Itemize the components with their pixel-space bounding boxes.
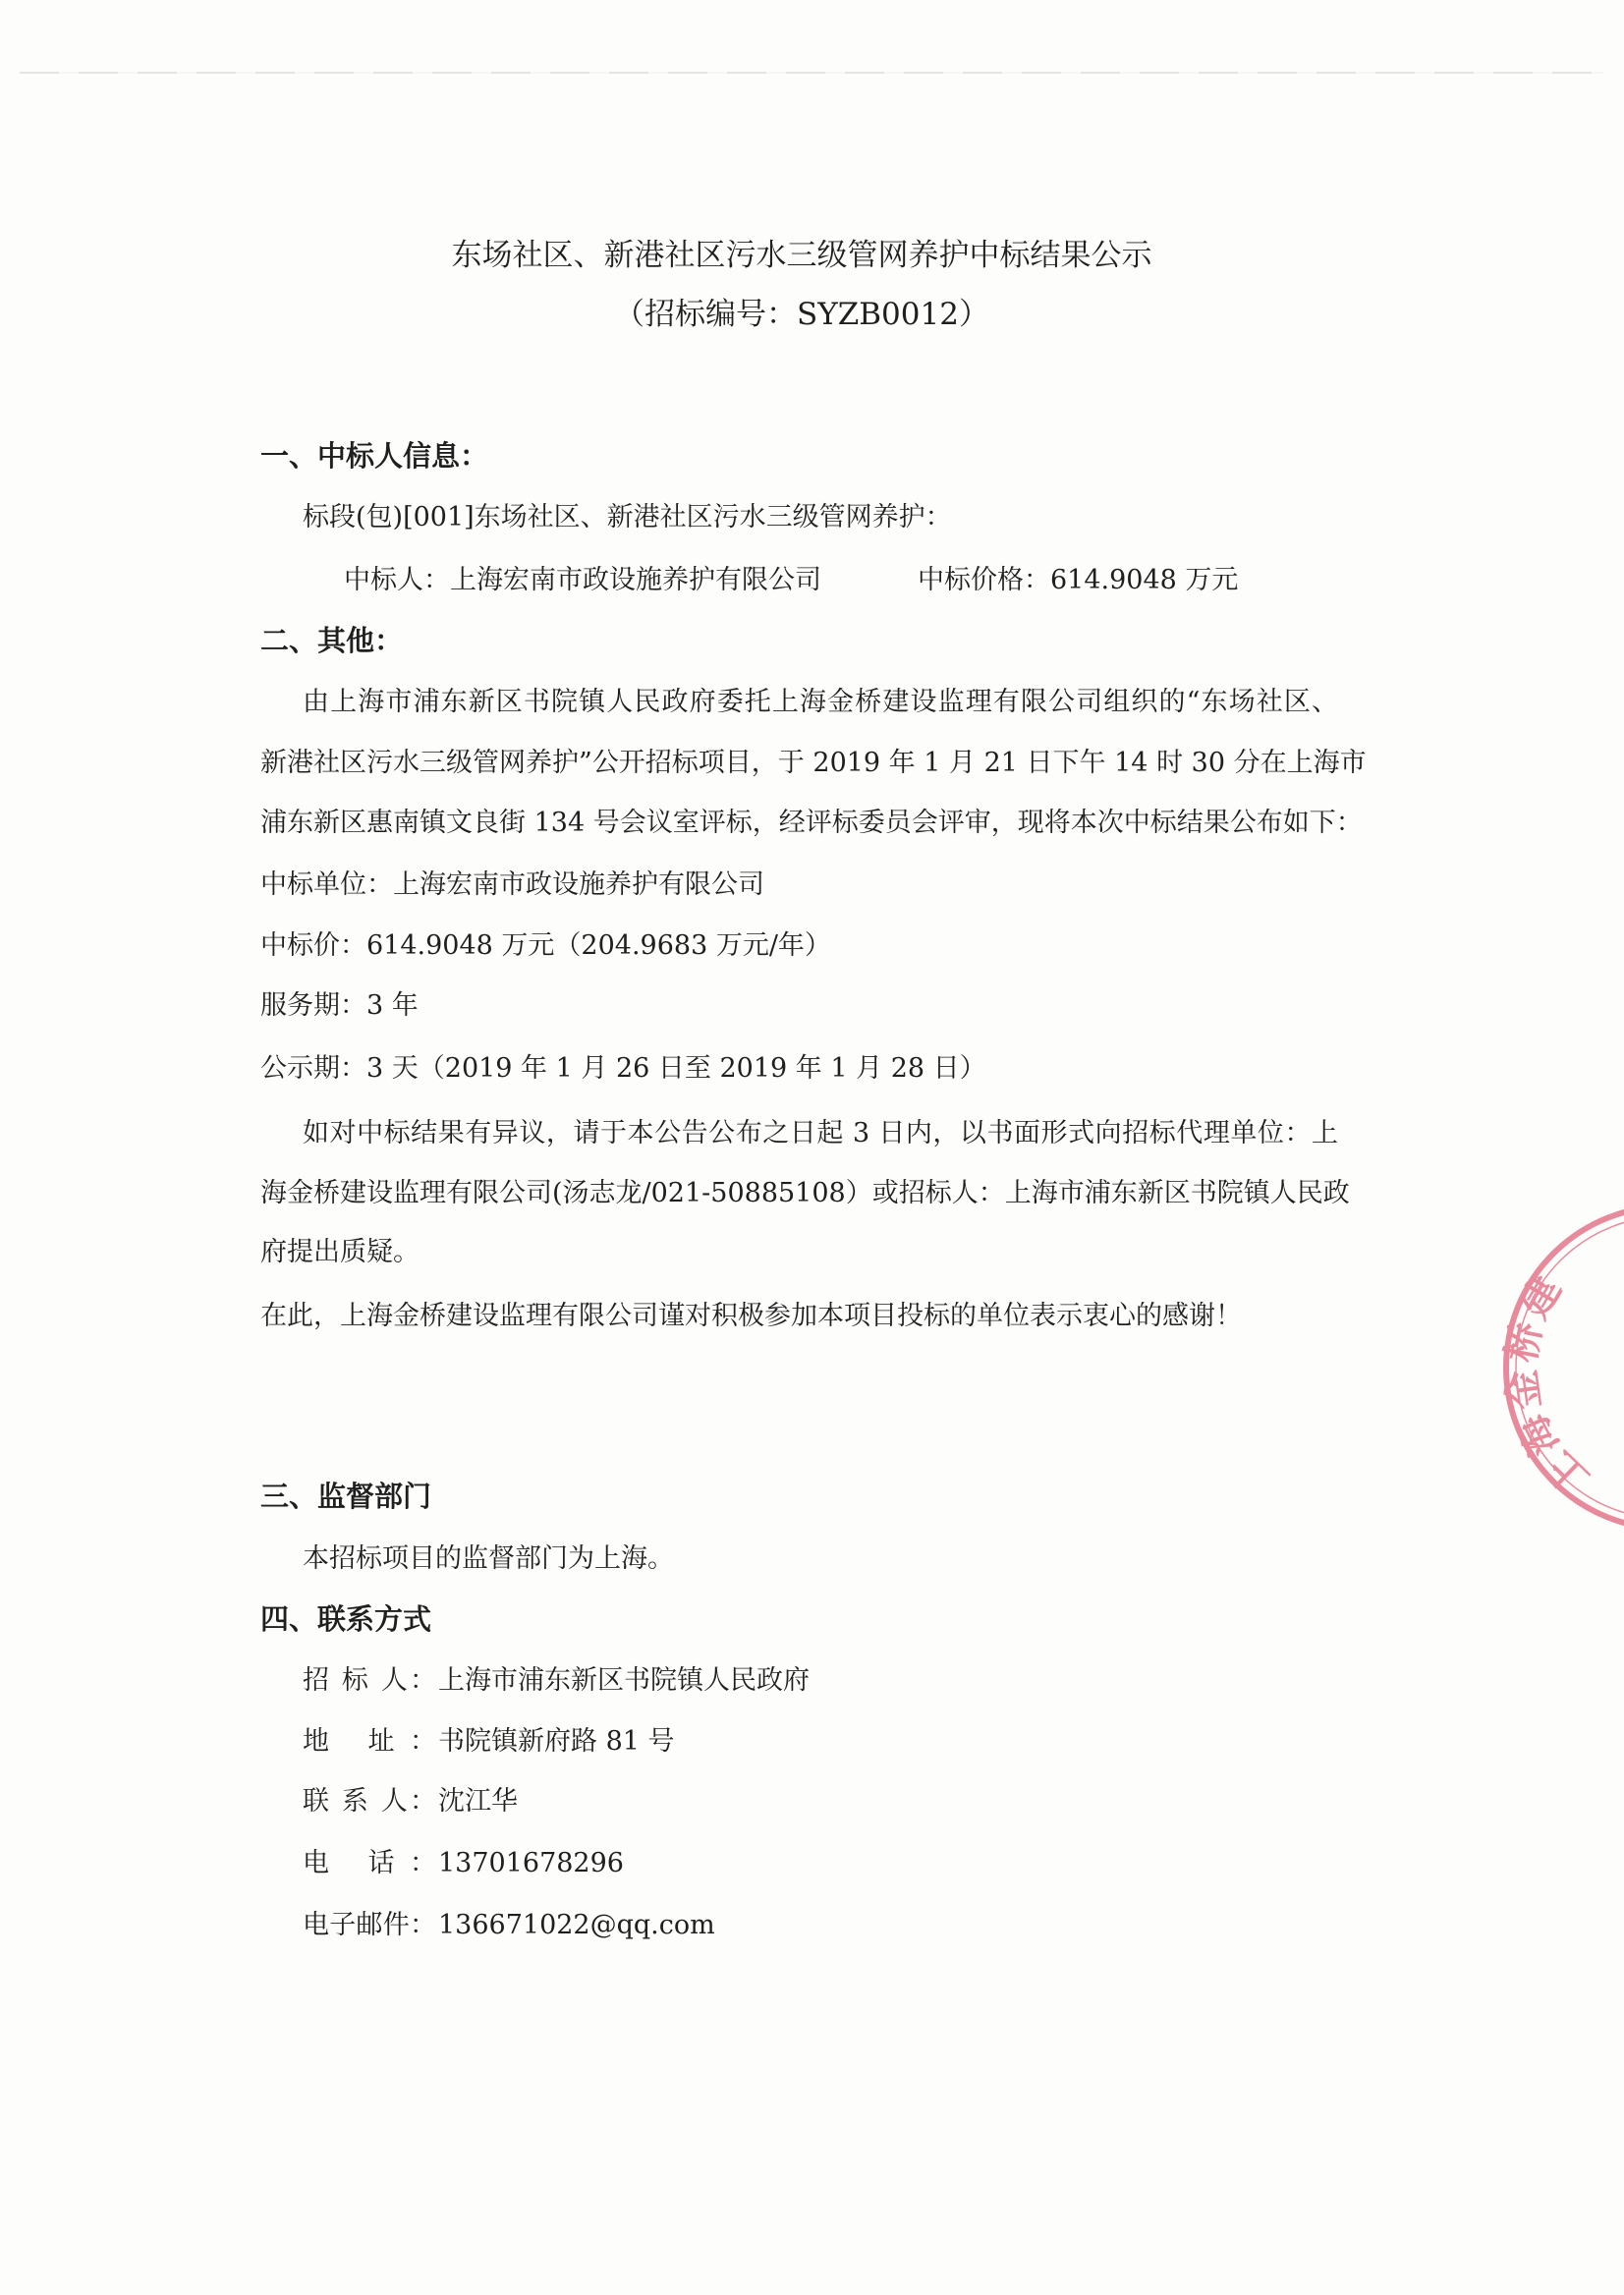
contact-label-phone: 电 话： (303, 1848, 436, 1878)
company-seal-stamp (1474, 1179, 1624, 1572)
section-heading-winner-info: 一、中标人信息： (260, 439, 489, 473)
paragraph-line: 浦东新区惠南镇文良街 134 号会议室评标，经评标委员会评审，现将本次中标结果公布如下： (260, 808, 1363, 838)
scan-artifact-line (20, 72, 1604, 74)
paragraph-line: 新港社区污水三级管网养护”公开招标项目，于 2019 年 1 月 21 日下午 14 时 30 分在上海市 (260, 748, 1367, 778)
seal-text: 上海金桥建 (1497, 1265, 1598, 1503)
contact-label-address: 地 址： (303, 1726, 436, 1757)
contact-label-email: 电子邮件： (303, 1910, 436, 1940)
paragraph-line: 由上海市浦东新区书院镇人民政府委托上海金桥建设监理有限公司组织的“东场社区、 (303, 687, 1338, 717)
contact-value-email: 136671022@qq.com (438, 1910, 715, 1940)
bid-price-line: 中标价：614.9048 万元（204.9683 万元/年） (260, 930, 831, 961)
document-title: 东场社区、新港社区污水三级管网养护中标结果公示 (451, 238, 1152, 273)
thanks-line: 在此，上海金桥建设监理有限公司谨对积极参加本项目投标的单位表示衷心的感谢！ (260, 1301, 1242, 1331)
section-heading-supervision: 三、监督部门 (260, 1480, 432, 1513)
winner-line: 中标人：上海宏南市政设施养护有限公司 (344, 565, 821, 595)
objection-line: 海金桥建设监理有限公司(汤志龙/021-50885108）或招标人：上海市浦东新区书院镇人民政 (260, 1178, 1350, 1208)
contact-value-address: 书院镇新府路 81 号 (438, 1726, 675, 1757)
contact-value-person: 沈江华 (438, 1786, 518, 1817)
contact-label-person: 联 系 人： (303, 1786, 436, 1817)
section-heading-other: 二、其他： (260, 624, 404, 657)
supervision-text: 本招标项目的监督部门为上海。 (303, 1543, 674, 1574)
lot-line: 标段(包)[001]东场社区、新港社区污水三级管网养护： (303, 502, 952, 532)
contact-value-phone: 13701678296 (438, 1848, 624, 1878)
tender-number: （招标编号：SYZB0012） (614, 297, 989, 332)
publicity-period-line: 公示期：3 天（2019 年 1 月 26 日至 2019 年 1 月 28 日） (260, 1053, 986, 1084)
winner-price: 中标价格：614.9048 万元 (918, 565, 1239, 595)
objection-line: 府提出质疑。 (260, 1237, 420, 1267)
contact-label-tenderer: 招 标 人： (303, 1665, 436, 1696)
objection-line: 如对中标结果有异议，请于本公告公布之日起 3 日内，以书面形式向招标代理单位：上 (303, 1118, 1338, 1148)
section-heading-contact: 四、联系方式 (260, 1602, 432, 1636)
contact-value-tenderer: 上海市浦东新区书院镇人民政府 (438, 1665, 810, 1696)
service-period-line: 服务期：3 年 (260, 990, 419, 1021)
winner-unit-line: 中标单位：上海宏南市政设施养护有限公司 (260, 869, 764, 900)
